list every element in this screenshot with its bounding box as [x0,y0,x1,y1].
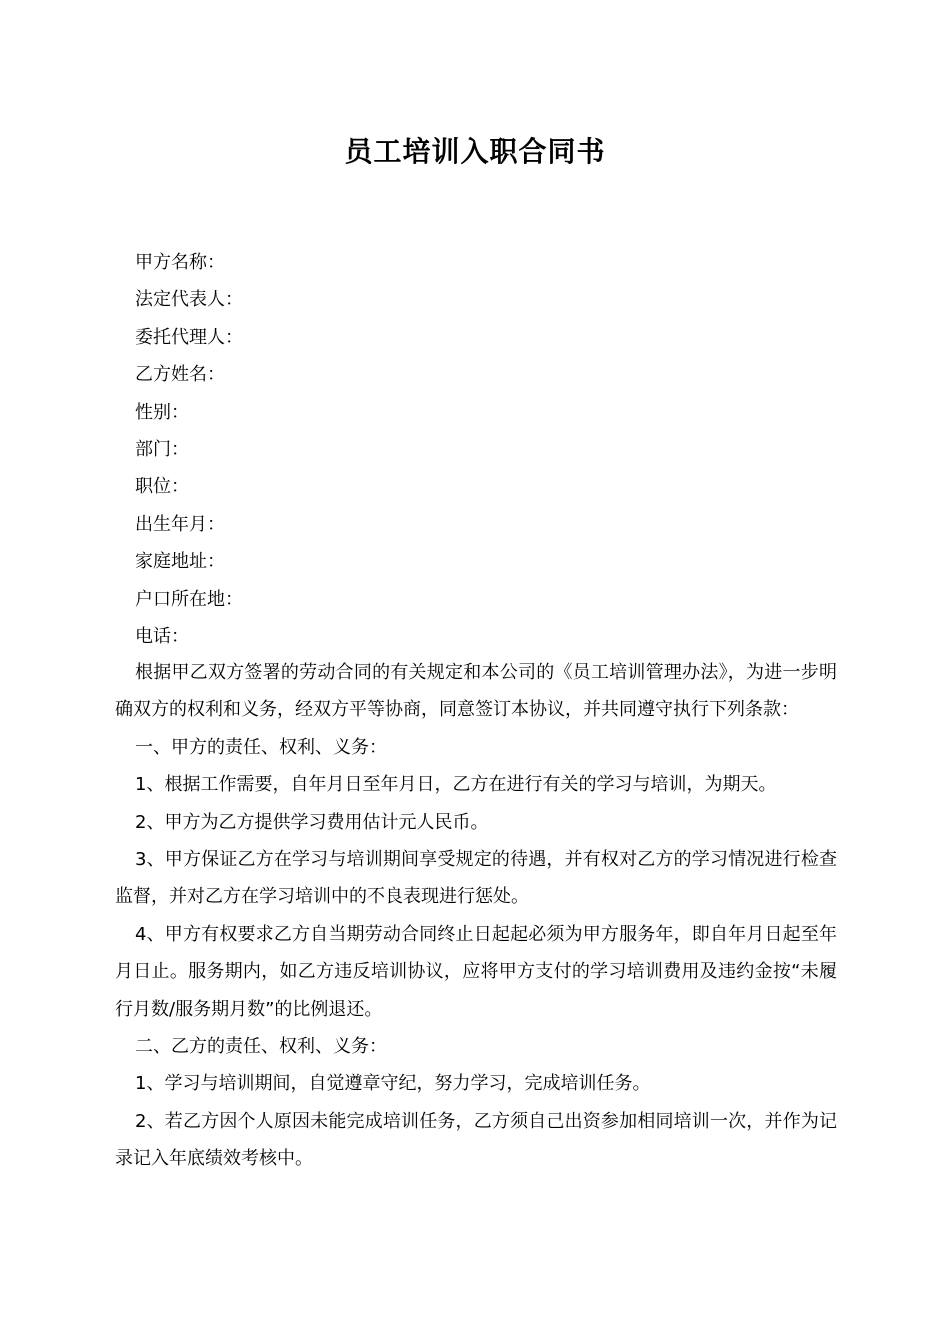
field-party-b-name: 乙方姓名： [135,364,225,386]
contract-body [115,654,837,1178]
clause-a-1: 1、根据工作需要，自年月日至年月日，乙方在进行有关的学习与培训，为期天。 [135,774,777,796]
clause-a-4: 4、甲方有权要求乙方自当期劳动合同终止日起起必须为甲方服务年，即自年月日起至年月日止。服务期内，如乙方违反培训协议，应将甲方支付的学习培训费用及违约金按“未履行月数/服务期月数”的比例退还。 [115,923,837,1020]
clause-a-2: 2、甲方为乙方提供学习费用估计元人民币。 [135,811,489,833]
clause-a-3: 3、甲方保证乙方在学习与培训期间享受规定的待遇，并有权对乙方的学习情况进行检查监督，并对乙方在学习培训中的不良表现进行惩处。 [115,849,837,908]
section-heading-party-b: 二、乙方的责任、权利、义务： [135,1036,387,1058]
field-home-address: 家庭地址： [135,551,225,573]
field-birth-date: 出生年月： [135,513,225,535]
field-party-a-name: 甲方名称： [135,252,225,273]
field-authorized-agent: 委托代理人： [135,326,243,348]
clause-b-1: 1、学习与培训期间，自觉遵章守纪，努力学习，完成培训任务。 [135,1073,651,1095]
paragraph-preamble: 根据甲乙双方签署的劳动合同的有关规定和本公司的《员工培训管理办法》，为进一步明确双方的权利和义务，经双方平等协商，同意签订本协议，并共同遵守执行下列条款： [115,662,837,721]
field-gender: 性别： [135,401,189,423]
field-registered-residence: 户口所在地： [135,588,243,610]
field-position: 职位： [135,476,189,498]
field-legal-representative: 法定代表人： [135,289,243,311]
document-title: 员工培训入职合同书 [344,135,606,168]
party-info-fields [135,244,243,655]
section-heading-party-a: 一、甲方的责任、权利、义务： [135,736,387,758]
field-department: 部门： [135,438,189,460]
clause-b-2: 2、若乙方因个人原因未能完成培训任务，乙方须自己出资参加相同培训一次，并作为记录记入年底绩效考核中。 [115,1110,837,1170]
field-phone: 电话： [135,625,189,647]
